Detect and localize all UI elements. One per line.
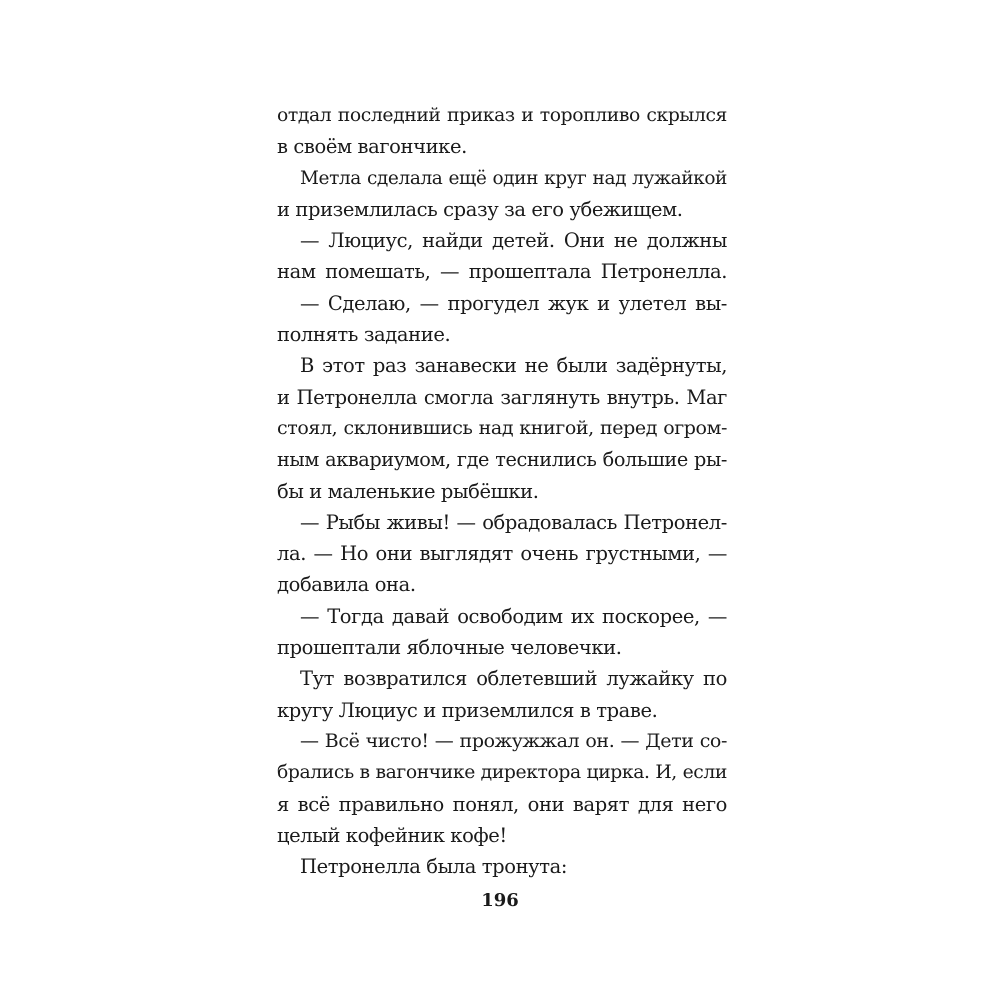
text-line: — Сделаю, — прогудел жук и улетел вы- (300, 291, 727, 315)
text-line: — Всё чисто! — прожужжал он. — Дети со- (300, 729, 727, 752)
text-line: брались в вагончике директора цирка. И, если (277, 762, 727, 784)
text-line: — Люциус, найди детей. Они не должны (300, 229, 727, 253)
text-line: ным аквариумом, где теснились большие ры- (277, 448, 727, 472)
text-line: — Рыбы живы! — обрадовалась Петронел- (300, 510, 727, 534)
text-line: Тут возвратился облетевший лужайку по (300, 667, 727, 691)
text-line: нам помешать, — прошептала Петронелла. (277, 260, 727, 284)
text-line: и приземлилась сразу за его убежищем. (277, 197, 683, 221)
text-line: ла. — Но они выглядят очень грустными, — (277, 542, 727, 566)
text-line: Метла сделала ещё один круг над лужайкой (300, 167, 727, 189)
text-line: в своём вагончике. (277, 135, 467, 159)
text-line: полнять задание. (277, 323, 451, 347)
text-line: Петронелла была тронута: (300, 855, 568, 879)
text-line: прошептали яблочные человечки. (277, 636, 622, 660)
text-line: стоял, склонившись над книгой, перед огром- (277, 416, 727, 439)
text-line: бы и маленькие рыбёшки. (277, 479, 539, 503)
text-line: отдал последний приказ и торопливо скрылся (277, 105, 727, 126)
page-text-block (277, 100, 727, 882)
page-number: 196 (481, 890, 519, 911)
text-line: целый кофейник кофе! (277, 823, 507, 847)
text-line: я всё правильно понял, они варят для него (277, 792, 727, 816)
text-line: добавила она. (277, 573, 416, 597)
text-line: В этот раз занавески не были задёрнуты, (300, 354, 727, 378)
text-line: — Тогда давай освободим их поскорее, — (300, 604, 727, 628)
text-line: кругу Люциус и приземлился в траве. (277, 698, 658, 722)
text-line: и Петронелла смогла заглянуть внутрь. Маг (277, 385, 727, 409)
